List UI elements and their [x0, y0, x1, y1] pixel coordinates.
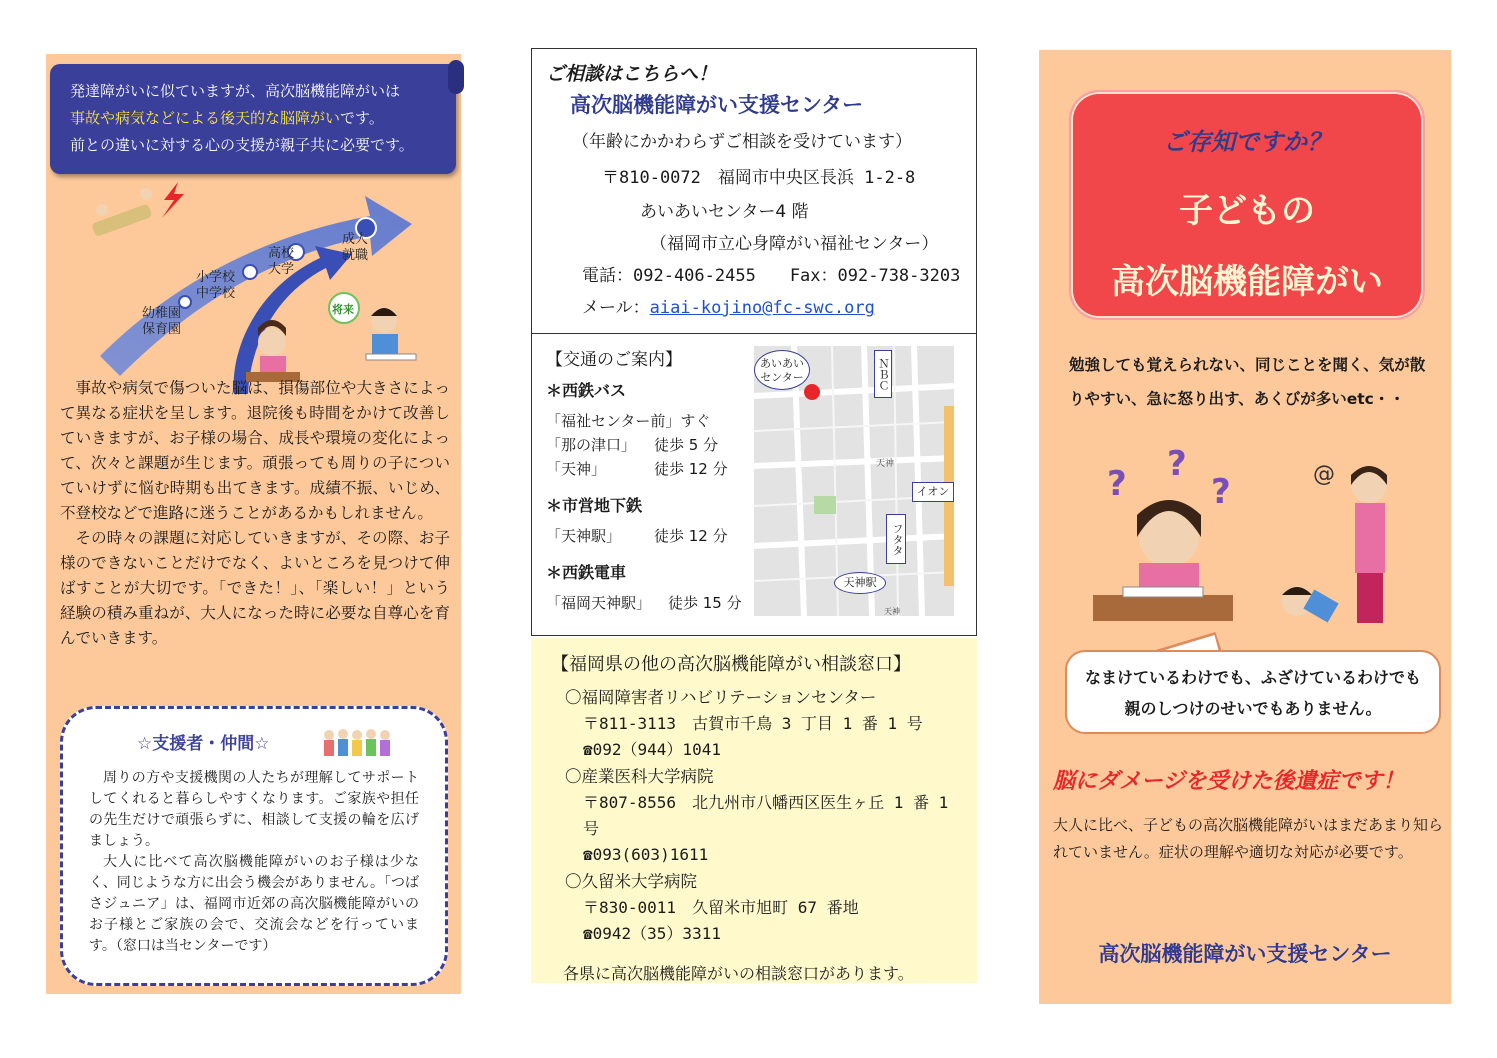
scroll-roll-decoration [448, 60, 464, 94]
support-box [60, 706, 448, 986]
other-windows-box [531, 638, 977, 983]
stage-high-school: 高校 大学 [268, 246, 295, 277]
map-label-futata: フタタ [886, 514, 906, 564]
subway-heading: ＊市営地下鉄 [546, 496, 643, 515]
support-title: ☆支援者・仲間☆ [137, 734, 270, 754]
support-paragraph-2: 大人に比べて高次脳機能障がいのお子様は少なく、同じような方に出会う機会がありません。「つばさジュニア」は、福岡市近郊の高次脳機能障がいのお子様とご家族の会で、交流会などを行っています。（窓口は当センターです） [89, 854, 419, 954]
windows-footer: 各県に高次脳機能障がいの相談窓口があります。 [563, 964, 914, 983]
contact-box [531, 48, 977, 636]
map-label-tenjin-station: 天神駅 [834, 572, 886, 594]
stage-elementary: 小学校 中学校 [196, 270, 236, 301]
email-link[interactable]: aiai-kojino@fc-swc.org [649, 298, 875, 318]
window-item: 〇福岡障害者リハビリテーションセンター 〒811-3113 古賀市千鳥 3 丁目 1 番 1 号 ☎092（944）1041 [565, 688, 923, 759]
cover-title-line-2: 高次脳機能障がい [1111, 262, 1383, 302]
svg-text:?: ? [1107, 464, 1127, 504]
center-name: 高次脳機能障がい支援センター [570, 93, 864, 117]
growth-diagram [90, 176, 450, 401]
cover-title-box [1069, 90, 1425, 320]
body-paragraph-2: その時々の課題に対応していきますが、その際、お子様のできないことだけでなく、よいところを見つけて伸ばすことが大切です。「できた！」、「楽しい！」という経験の積み重ねが、大人になった時に必要な自尊心を育んでいきます。 [60, 529, 450, 647]
train-row: 「福岡天神駅」 徒歩 15 分 [546, 594, 742, 612]
map-label-aeon: イオン [912, 482, 954, 502]
consult-heading: ご相談はこちらへ！ [546, 63, 718, 85]
windows-title: 【福岡県の他の高次脳機能障がい相談窓口】 [551, 654, 911, 675]
support-body [89, 768, 419, 957]
cover-question: ご存知ですか？ [1163, 128, 1331, 156]
address-line-2: あいあいセンター4 階 [640, 202, 809, 222]
map-label-tenjin-small: 天神 [884, 607, 900, 616]
map-label-center: あいあい センター [754, 350, 810, 390]
body-paragraph-1: 事故や病気で傷ついた脳は、損傷部位や大きさによって異なる症状を呈します。退院後も時間をかけて改善していきますが、お子様の場合、成長や環境の変化によって、次々と課題が生じます。頑張っても周りの子についていけずに悩む時期も出てきます。成績不振、いじめ、不登校などで進路に迷うことがあるかもしれません。 [60, 379, 450, 522]
age-note: （年齢にかかわらずご相談を受けています） [572, 132, 912, 152]
speech-bubble [1065, 650, 1441, 734]
access-map [754, 346, 954, 616]
cover-title-line-1: 子どもの [1179, 191, 1315, 231]
footer-center-name: 高次脳機能障がい支援センター [1098, 942, 1392, 966]
future-sign: 将来 [332, 303, 354, 316]
left-body-text [60, 376, 450, 651]
confused-child-illustration [1087, 445, 1417, 645]
svg-text:?: ? [1211, 472, 1231, 512]
email-label: メール： [582, 298, 650, 318]
stage-adult: 成人 就職 [342, 232, 369, 263]
address-line-1: 〒810-0072 福岡市中央区長浜 1-2-8 [602, 168, 916, 188]
intro-line-3: 前との違いに対する心の支援が親子共に必要です。 [70, 136, 414, 154]
svg-text:@: @ [1313, 462, 1335, 487]
support-paragraph-1: 周りの方や支援機関の人たちが理解してサポートしてくれると暮らしやすくなります。ご家族や担任の先生だけで頑張らずに、相談して支援の輪を広げましょう。 [89, 770, 419, 849]
intro-line-1: 発達障がいに似ていますが、高次脳機能障がいは [70, 82, 401, 100]
bubble-line-2: 親のしつけのせいでもありません。 [1124, 699, 1382, 718]
description-text: 大人に比べ、子どもの高次脳機能障がいはまだあまり知られていません。症状の理解や適切な対応が必要です。 [1053, 816, 1444, 861]
access-info [546, 345, 756, 615]
bus-row: 「福祉センター前」すぐ [546, 412, 711, 430]
growth-arrow-illustration [90, 176, 450, 401]
left-panel [46, 54, 461, 994]
email-row [582, 293, 875, 318]
symptoms-text: 勉強しても覚えられない、同じことを聞く、気が散りやすい、急に怒り出す、あくびが多いetc・・ [1069, 356, 1426, 408]
divider [532, 333, 976, 334]
intro-highlight: 事故や病気などによる後天的な脳障がい [70, 109, 341, 127]
intro-line-2: 事故や病気などによる後天的な脳障がいです。 [70, 109, 384, 127]
bus-heading: ＊西鉄バス [546, 381, 627, 400]
address-line-3: （福岡市立心身障がい福祉センター） [650, 234, 939, 254]
bus-row: 「那の津口」 徒歩 5 分 [546, 436, 719, 454]
bubble-line-1: なまけているわけでも、ふざけているわけでも [1084, 668, 1421, 687]
map-label-nbc: ＮＢＣ [874, 350, 892, 398]
train-heading: ＊西鉄電車 [546, 563, 627, 582]
window-item: 〇産業医科大学病院 〒807-8556 北九州市八幡西区医生ヶ丘 1 番 1 号 ☎093(603)1611 [565, 767, 949, 864]
map-label-tenjin-area: 天神 [876, 459, 895, 469]
window-item: 〇久留米大学病院 〒830-0011 久留米市旭町 67 番地 ☎0942（35）3311 [565, 872, 859, 943]
group-children-icon [321, 725, 393, 759]
access-title: 【交通のご案内】 [546, 350, 682, 370]
damage-heading: 脳にダメージを受けた後遺症です！ [1053, 769, 1405, 794]
bus-row: 「天神」 徒歩 12 分 [546, 460, 728, 478]
phone-fax: 電話：092-406-2455 Fax：092-738-3203 [582, 266, 961, 286]
svg-text:?: ? [1167, 445, 1187, 484]
right-panel [1039, 50, 1451, 1004]
intro-box [50, 64, 456, 174]
stage-kindergarten: 幼稚園 保育園 [142, 306, 182, 337]
subway-row: 「天神駅」 徒歩 12 分 [546, 527, 728, 545]
